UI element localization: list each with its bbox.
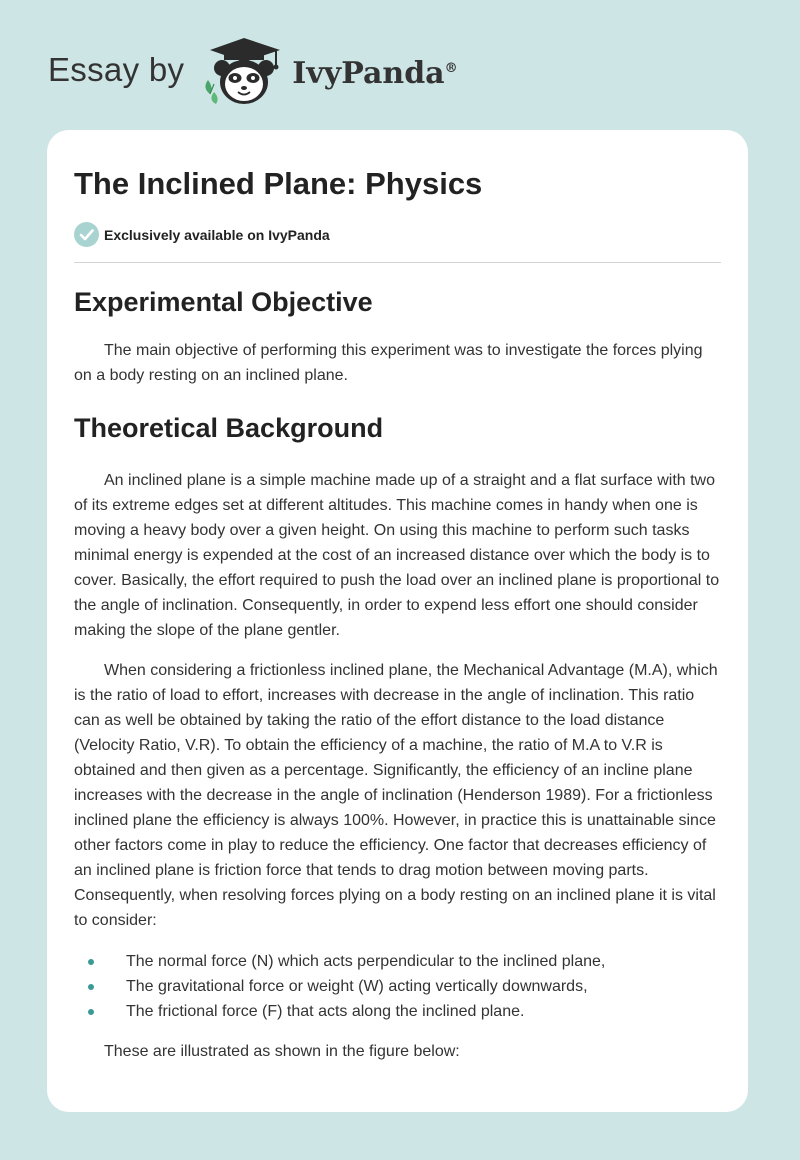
check-circle-icon (74, 222, 99, 247)
bullet-icon (88, 984, 94, 990)
ivypanda-logo-icon[interactable] (200, 36, 290, 108)
divider (74, 262, 721, 263)
section-heading: Theoretical Background (74, 413, 384, 443)
bullet-icon (88, 1009, 94, 1015)
list-item: The gravitational force or weight (W) acting vertically downwards, (74, 974, 721, 999)
essay-by-label: Essay by (48, 51, 185, 88)
article-body (74, 280, 721, 1064)
page-title: The Inclined Plane: Physics (74, 166, 483, 201)
section-heading: Experimental Objective (74, 287, 373, 317)
paragraph: When considering a frictionless inclined plane, the Mechanical Advantage (M.A), which is the ratio of load to effort, increases with decrease in the angle of inclination. This ratio can as well be obtained by taking the ratio of the effort distance to the load distance (Velocity Ratio, V.R). To obtain the efficiency of a machine, the ratio of M.A to V.R is obtained and then given as a percentage. Significantly, the efficiency of an incline plane increases with the decrease in the angle of inclination (Henderson 1989). For a frictionless inclined plane the efficiency is always 100%. However, in practice this is unattainable since other factors come in play to reduce the efficiency. One factor that decreases efficiency of an inclined plane is friction force that tends to drag motion between moving parts. Consequently, when resolving forces plying on a body resting on an inclined plane it is vital to consider: (74, 662, 718, 929)
paragraph: The main objective of performing this experiment was to investigate the forces plying on a body resting on an inclined plane. (74, 342, 703, 384)
paragraph: An inclined plane is a simple machine made up of a straight and a flat surface with two of its extreme edges set at different altitudes. This machine comes in handy when one is moving a heavy body over a given height. On using this machine to perform such tasks minimal energy is expended at the cost of an increased distance over which the body is to cover. Basically, the effort required to push the load over an inclined plane is proportional to the angle of inclination. Consequently, in order to expend less effort one should consider making the slope of the plane gentler. (74, 472, 720, 639)
ivypanda-wordmark[interactable]: IvyPanda® (292, 55, 458, 91)
list-item: The normal force (N) which acts perpendicular to the inclined plane, (74, 949, 721, 974)
list-item: The frictional force (F) that acts along the inclined plane. (74, 999, 721, 1024)
essay-card (47, 130, 748, 1112)
bullet-list (74, 949, 721, 1024)
exclusive-badge (74, 222, 330, 247)
registered-mark: ® (444, 60, 458, 76)
site-header (48, 36, 458, 108)
bullet-icon (88, 959, 94, 965)
paragraph: These are illustrated as shown in the figure below: (104, 1043, 460, 1060)
exclusive-badge-label: Exclusively available on IvyPanda (104, 226, 330, 243)
